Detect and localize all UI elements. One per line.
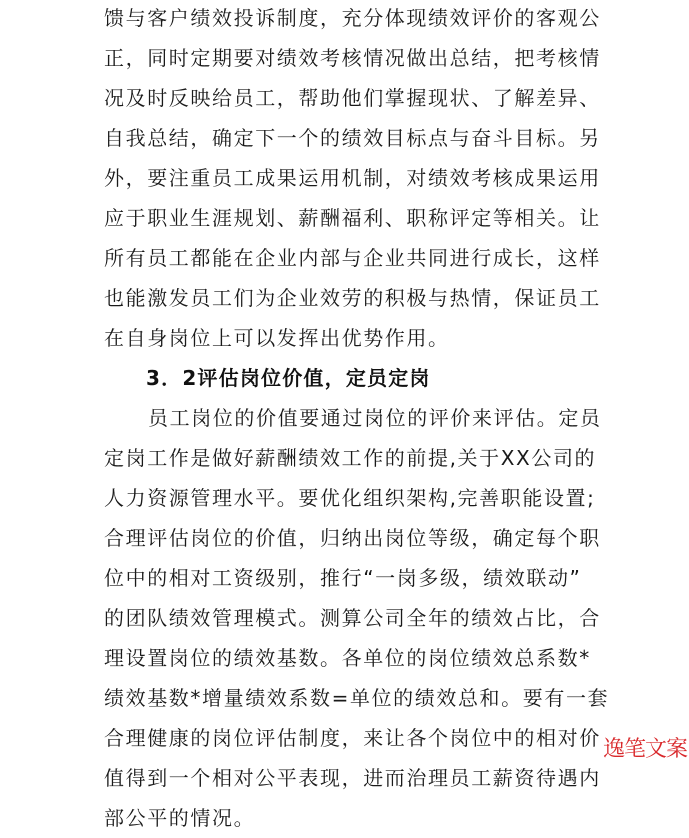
paragraph-1-line: 馈与客户绩效投诉制度，充分体现绩效评价的客观公 <box>104 6 601 30</box>
paragraph-2-line: 位中的相对工资级别，推行“一岗多级，绩效联动” <box>104 566 582 590</box>
paragraph-1-line: 在自身岗位上可以发挥出优势作用。 <box>104 326 450 350</box>
paragraph-2-line: 的团队绩效管理模式。测算公司全年的绩效占比，合 <box>104 606 601 630</box>
paragraph-1-line: 所有员工都能在企业内部与企业共同进行成长，这样 <box>104 246 601 270</box>
paragraph-1-line: 应于职业生涯规划、薪酬福利、职称评定等相关。让 <box>104 206 601 230</box>
section-heading: 3．2评估岗位价值，定员定岗 <box>146 366 431 390</box>
paragraph-2-line: 部公平的情况。 <box>104 806 256 830</box>
paragraph-2-line: 人力资源管理水平。要优化组织架构,完善职能设置; <box>104 486 596 510</box>
paragraph-1-line: 况及时反映给员工，帮助他们掌握现状、了解差异、 <box>104 86 601 110</box>
paragraph-2-line: 值得到一个相对公平表现，进而治理员工薪资待遇内 <box>104 766 601 790</box>
paragraph-2-line: 员工岗位的价值要通过岗位的评价来评估。定员 <box>148 406 602 430</box>
paragraph-2-line: 定岗工作是做好薪酬绩效工作的前提,关于XX公司的 <box>104 446 597 470</box>
paragraph-1-line: 正，同时定期要对绩效考核情况做出总结，把考核情 <box>104 46 601 70</box>
paragraph-1-line: 自我总结，确定下一个的绩效目标点与奋斗目标。另 <box>104 126 601 150</box>
watermark-logo: 逸笔文案 <box>602 737 687 762</box>
paragraph-2-line: 绩效基数*增量绩效系数=单位的绩效总和。要有一套 <box>104 686 610 710</box>
paragraph-1-line: 也能激发员工们为企业效劳的积极与热情，保证员工 <box>104 286 601 310</box>
paragraph-2-line: 合理评估岗位的价值，归纳出岗位等级，确定每个职 <box>104 526 601 550</box>
paragraph-1-line: 外，要注重员工成果运用机制，对绩效考核成果运用 <box>104 166 601 190</box>
paragraph-2-line: 合理健康的岗位评估制度，来让各个岗位中的相对价 <box>104 726 601 750</box>
document-page <box>104 0 610 838</box>
paragraph-2-line: 理设置岗位的绩效基数。各单位的岗位绩效总系数* <box>104 646 591 670</box>
